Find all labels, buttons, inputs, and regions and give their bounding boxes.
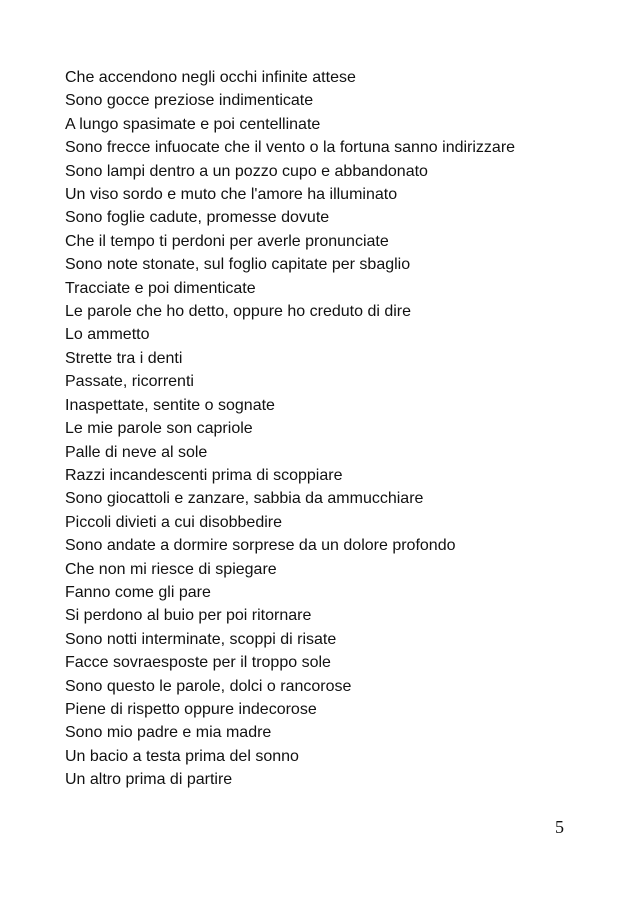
poem-line: Che non mi riesce di spiegare (65, 560, 277, 578)
poem-line: Passate, ricorrenti (65, 373, 194, 391)
poem-line: Sono foglie cadute, promesse dovute (65, 209, 330, 227)
poem-line: Sono mio padre e mia madre (65, 724, 272, 742)
poem-line: A lungo spasimate e poi centellinate (65, 115, 321, 133)
poem-line: Piccoli divieti a cui disobbedire (65, 513, 282, 531)
poem-line: Che il tempo ti perdoni per averle pronunciate (65, 232, 389, 250)
page-number: 5 (555, 817, 564, 837)
poem-line: Un altro prima di partire (65, 771, 233, 789)
poem-line: Piene di rispetto oppure indecorose (65, 700, 317, 718)
poem-line: Un viso sordo e muto che l'amore ha illuminato (65, 186, 398, 204)
poem-line: Tracciate e poi dimenticate (65, 279, 256, 297)
poem-line: Si perdono al buio per poi ritornare (65, 607, 312, 625)
poem-line: Sono andate a dormire sorprese da un dolore profondo (65, 537, 456, 555)
poem-line: Razzi incandescenti prima di scoppiare (65, 466, 343, 484)
poem-line: Strette tra i denti (65, 349, 183, 367)
poem-line: Sono gocce preziose indimenticate (65, 92, 314, 110)
poem-line: Sono lampi dentro a un pozzo cupo e abbandonato (65, 162, 428, 180)
poem-line: Sono frecce infuocate che il vento o la fortuna sanno indirizzare (65, 139, 516, 157)
poem-line: Sono questo le parole, dolci o rancorose (65, 677, 352, 695)
poem-line: Che accendono negli occhi infinite attese (65, 69, 356, 86)
poem-line: Sono giocattoli e zanzare, sabbia da ammucchiare (65, 490, 424, 508)
poem-line: Un bacio a testa prima del sonno (65, 747, 299, 765)
poem-line: Le parole che ho detto, oppure ho creduto di dire (65, 303, 412, 321)
poem-line: Sono notti interminate, scoppi di risate (65, 630, 337, 648)
poem-line: Fanno come gli pare (65, 583, 211, 601)
poem-line: Palle di neve al sole (65, 443, 208, 461)
poem-line: Lo ammetto (65, 326, 150, 344)
poem-line: Inaspettate, sentite o sognate (65, 396, 275, 414)
poem-line: Facce sovraesposte per il troppo sole (65, 654, 331, 672)
poem-line: Le mie parole son capriole (65, 420, 253, 438)
poem-text (65, 66, 515, 792)
poem-line: Sono note stonate, sul foglio capitate per sbaglio (65, 256, 411, 274)
